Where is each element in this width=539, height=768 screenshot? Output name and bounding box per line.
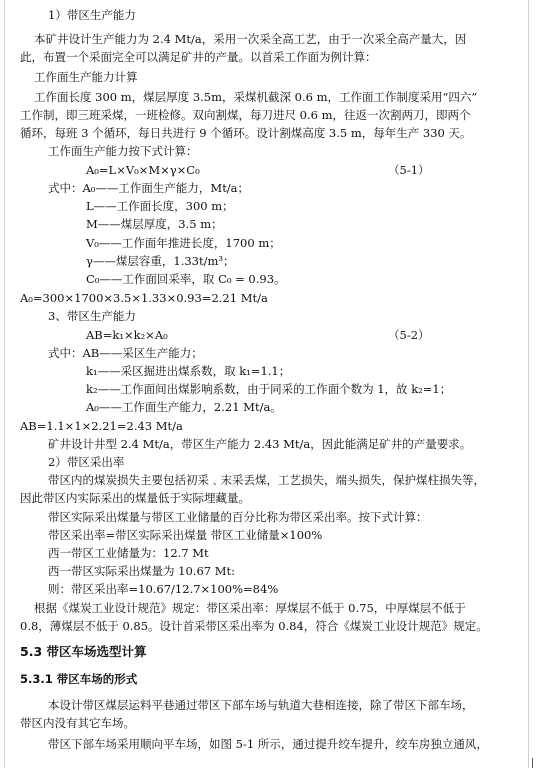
definition-line: A₀——工作面生产能力，2.21 Mt/a。 bbox=[86, 400, 282, 414]
paragraph-line: 西一带区实际采出煤量为 10.67 Mt: bbox=[48, 564, 236, 578]
paragraph-line: 本矿井设计生产能力为 2.4 Mt/a，采用一次采全高工艺，由于一次采全高产量大，因 bbox=[34, 32, 467, 46]
definition-line: k₂——工作面间出煤影响系数，由于同采的工作面个数为 1，故 k₂=1； bbox=[86, 382, 452, 396]
paragraph-line: 带区内没有其它车场。 bbox=[20, 716, 135, 730]
page-right-edge bbox=[528, 0, 529, 768]
paragraph-line: 工作制，即三班采煤，一班检修。双向割煤，每刀进尺 0.6 m，往返一次割两刀，即两个 bbox=[20, 108, 471, 122]
definition-line: V₀——工作面年推进长度，1700 m； bbox=[86, 236, 281, 250]
paragraph-line: 工作面生产能力按下式计算： bbox=[48, 144, 198, 158]
result-line: A₀=300×1700×3.5×1.33×0.93=2.21 Mt/a bbox=[20, 291, 268, 305]
definition-line: C₀——工作面回采率，取 C₀ = 0.93。 bbox=[86, 272, 286, 286]
paragraph-line: 因此带区内实际采出的煤量低于实际埋藏量。 bbox=[20, 491, 250, 505]
definition-line: k₁——采区掘进出煤系数，取 k₁=1.1； bbox=[86, 364, 291, 378]
section-heading-5-3: 5.3 带区车场选型计算 bbox=[20, 644, 147, 659]
formula-line: 带区采出率=带区实际采出煤量 带区工业储量×100% bbox=[48, 528, 323, 542]
result-line: 则：带区采出率=10.67/12.7×100%=84% bbox=[48, 582, 279, 596]
paragraph-line: 本设计带区煤层运料平巷通过带区下部车场与轨道大巷相连接，除了带区下部车场， bbox=[48, 698, 474, 712]
paragraph-line: 根据《煤炭工业设计规范》规定：带区采出率：厚煤层不低于 0.75，中厚煤层不低于 bbox=[34, 601, 466, 615]
paragraph-line: 工作面长度 300 m，煤层厚度 3.5m，采煤机截深 0.6 m，工作面工作制度采用“四六” bbox=[34, 90, 478, 104]
definition-line: 式中：AB——采区生产能力； bbox=[48, 346, 203, 360]
subsection-heading-5-3-1: 5.3.1 带区车场的形式 bbox=[20, 672, 138, 686]
equation-number: （5-1） bbox=[388, 163, 430, 177]
paragraph-line: 工作面生产能力计算 bbox=[34, 70, 138, 84]
paragraph-line: 循环，每班 3 个循环，每日共进行 9 个循环。设计割煤高度 3.5 m，每年生产 330 天。 bbox=[20, 126, 472, 140]
paragraph-line: 带区实际采出煤量与带区工业储量的百分比称为带区采出率。按下式计算： bbox=[48, 510, 428, 524]
paragraph-line: 0.8，薄煤层不低于 0.85。设计首采带区采出率为 0.84，符合《煤炭工业设计规范》规定。 bbox=[20, 619, 488, 633]
definition-line: L——工作面长度，300 m； bbox=[86, 199, 234, 213]
equation-number: （5-2） bbox=[388, 328, 430, 342]
text-cursor bbox=[532, 758, 533, 768]
section-heading-3: 3、带区生产能力 bbox=[48, 309, 136, 323]
page-left-edge bbox=[4, 0, 5, 768]
result-line: AB=1.1×1×2.21=2.43 Mt/a bbox=[20, 419, 183, 433]
equation-5-2: AB=k₁×k₂×A₀ bbox=[86, 328, 168, 342]
paragraph-line: 此，布置一个采面完全可以满足矿井的产量。以首采工作面为例计算： bbox=[20, 50, 377, 64]
equation-5-1: A₀=L×V₀×M×γ×C₀ bbox=[86, 163, 200, 177]
paragraph-line: 带区内的煤炭损失主要包括初采﹑末采丢煤，工艺损失，端头损失，保护煤柱损失等， bbox=[48, 473, 485, 487]
definition-line: γ——煤层容重，1.33t/m³； bbox=[86, 254, 235, 268]
paragraph-line: 西一带区工业储量为：12.7 Mt bbox=[48, 546, 209, 560]
paragraph-line: 带区下部车场采用顺向平车场，如图 5-1 所示，通过提升绞车提升，绞车房独立通风， bbox=[48, 737, 488, 751]
section-heading-1: 1）带区生产能力 bbox=[48, 8, 136, 22]
definition-line: 式中：A₀——工作面生产能力，Mt/a； bbox=[48, 181, 250, 195]
paragraph-line: 矿井设计井型 2.4 Mt/a，带区生产能力 2.43 Mt/a，因此能满足矿井的产量要求。 bbox=[48, 437, 472, 451]
section-heading-2: 2）带区采出率 bbox=[48, 455, 125, 469]
definition-line: M——煤层厚度，3.5 m； bbox=[86, 217, 223, 231]
